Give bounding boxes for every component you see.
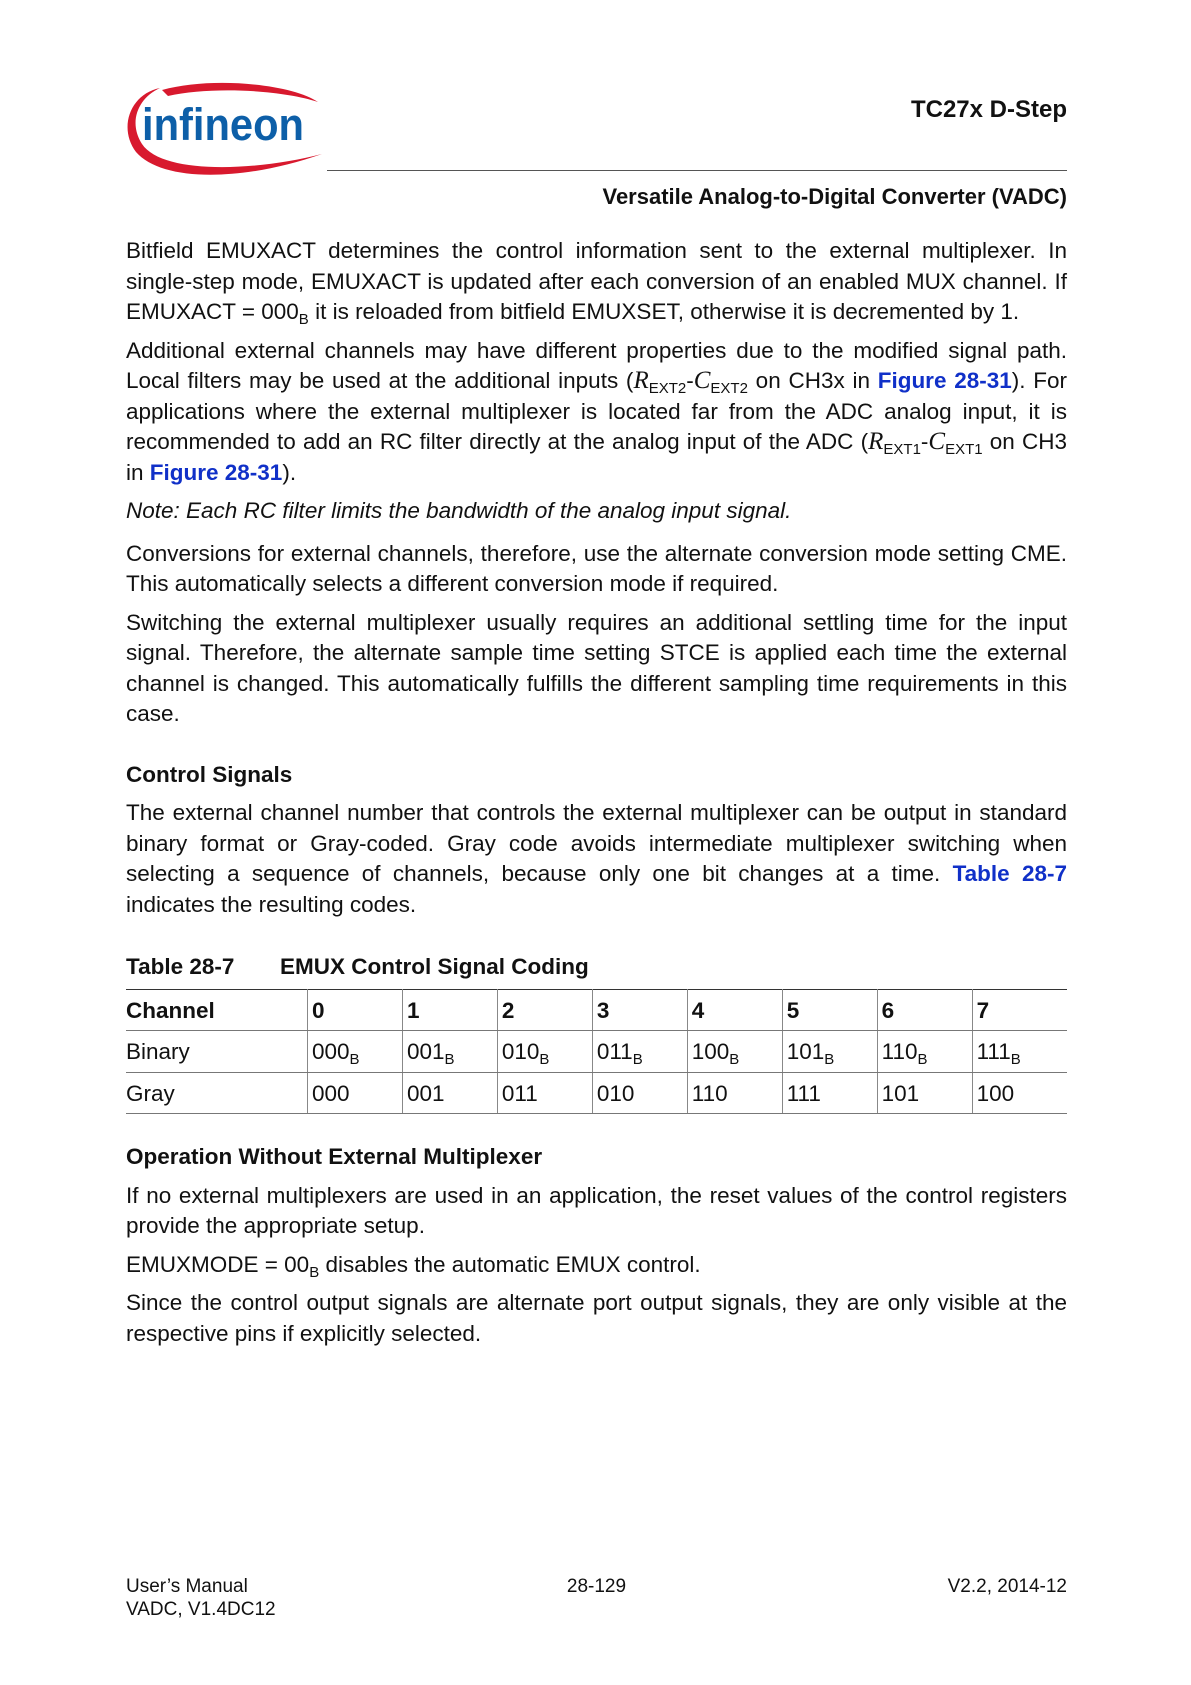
table-row-gray <box>126 1072 1067 1114</box>
table-cell: 001 <box>402 1072 497 1114</box>
table-cell: $101_B$ <box>782 1031 877 1073</box>
row-label: Gray <box>126 1072 308 1114</box>
page-content <box>126 236 1067 1357</box>
table-cell: 111 <box>782 1072 877 1114</box>
heading-operation: Operation Without External Multiplexer <box>126 1144 543 1169</box>
table-header-cell: 6 <box>877 989 972 1031</box>
table-number: Table 28-7 <box>126 954 235 979</box>
table-cell: $011_B$ <box>592 1031 687 1073</box>
table-cell: 101 <box>877 1072 972 1114</box>
table-cell: 010 <box>592 1072 687 1114</box>
table-cell: $010_B$ <box>497 1031 592 1073</box>
paragraph-control-signals: The external channel number that controls the external multiplexer can be output in standard binary format or Gray-coded. Gray code avoids intermediate multiplexer switching when selecting a sequence of channels, because only one bit changes at a time. Table 28-7 indicates the resulting codes. <box>126 800 1067 917</box>
footer-version: V2.2, 2014-12 <box>947 1576 1067 1597</box>
paragraph-conversions: Conversions for external channels, therefore, use the alternate conversion mode setting CME. This automatically selects a different conversion mode if required. <box>126 540 1067 596</box>
document-id: TC27x D-Step <box>910 96 1067 123</box>
table-header-cell: 0 <box>308 989 403 1031</box>
footer-module: VADC, V1.4DC12 <box>126 1599 276 1620</box>
table-cell: $000_B$ <box>308 1031 403 1073</box>
table-header-row <box>126 989 1067 1031</box>
figure-link[interactable]: Figure 28-31 <box>149 459 283 485</box>
table-header-cell: 5 <box>782 989 877 1031</box>
table-cell: $001_B$ <box>402 1031 497 1073</box>
heading-control-signals: Control Signals <box>126 761 293 787</box>
table-cell: $111_B$ <box>972 1031 1067 1073</box>
paragraph-switching: Switching the external multiplexer usually requires an additional settling time for the input signal. Therefore, the alternate sample time setting STCE is applied each time the external channel is changed. This automatically fulfills the different sampling time requirements in this case. <box>126 609 1067 726</box>
table-cell: 110 <box>687 1072 782 1114</box>
section-title: Versatile Analog-to-Digital Converter (VADC) <box>602 184 1067 209</box>
figure-link[interactable]: Figure 28-31 <box>877 368 1012 393</box>
table-row-binary <box>126 1031 1067 1073</box>
table-header-cell: 3 <box>592 989 687 1031</box>
table-cell: 000 <box>308 1072 403 1114</box>
table-title: EMUX Control Signal Coding <box>280 954 589 979</box>
table-cell: $100_B$ <box>687 1031 782 1073</box>
paragraph-emuxmode: EMUXMODE = $00_B$ disables the automatic EMUX control. <box>126 1251 701 1281</box>
footer-manual: User’s Manual <box>126 1576 248 1597</box>
table-header-cell: 1 <box>402 989 497 1031</box>
svg-text:infineon: infineon <box>142 99 304 150</box>
table-header-cell: 2 <box>497 989 592 1031</box>
paragraph-emuxact: Bitfield EMUXACT determines the control information sent to the external multiplexer. In single-step mode, EMUXACT is updated after each conversion of an enabled MUX channel. If EMUXACT = $000_B$ it is reloaded from bitfield EMUXSET, otherwise it is decremented by 1. <box>126 238 1067 328</box>
table-cell: $110_B$ <box>877 1031 972 1073</box>
row-label: Binary <box>126 1031 308 1073</box>
table-link[interactable]: Table 28-7 <box>952 861 1067 886</box>
header-divider <box>327 170 1067 171</box>
paragraph-no-multiplexer: If no external multiplexers are used in an application, the reset values of the control registers provide the appropriate setup. <box>126 1182 1067 1238</box>
table-caption <box>126 952 1067 983</box>
table-header-cell: 4 <box>687 989 782 1031</box>
table-header-cell: 7 <box>972 989 1067 1031</box>
emux-coding-table <box>126 989 1067 1115</box>
paragraph-additional-channels: Additional external channels may have different properties due to the modified signal path. Local filters may be used at the additional inputs ($R_{EXT2}-C_{EXT2}$ on CH3x in Figure 28-31). For applications where the external multiplexer is located far from the ADC analog input, it is recommended to add an RC filter directly at the analog input of the ADC ($R_{EXT1}-C_{EXT1}$ on CH3 in Figure 28-31). <box>126 337 1068 485</box>
paragraph-output-signals: Since the control output signals are alternate port output signals, they are only visible at the respective pins if explicitly selected. <box>126 1290 1067 1346</box>
table-header-cell: Channel <box>126 989 308 1031</box>
infineon-logo <box>122 82 328 178</box>
table-cell: 011 <box>497 1072 592 1114</box>
note: Note: Each RC filter limits the bandwidth of the analog input signal. <box>126 498 792 523</box>
table-cell: 100 <box>972 1072 1067 1114</box>
page-number: 28-129 <box>566 1576 627 1597</box>
